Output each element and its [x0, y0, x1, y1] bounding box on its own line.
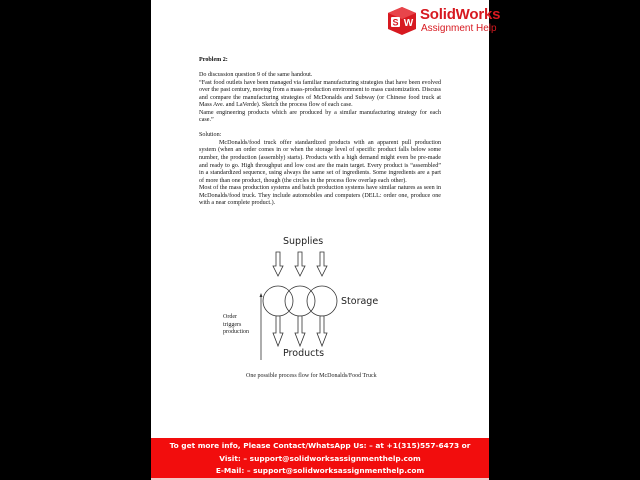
solidworks-cube-icon: [387, 6, 417, 36]
solution-label: Solution:: [199, 132, 222, 139]
question-quote: “Fast food outlets have been managed via familiar manufacturing strategies that have been evolved over the past century, moving from a mass-production environment to mass customization. Discuss and compare the manufacturing strategies of McDonalds and Subway (or Chinese food truck at Mass Ave. and LaVerde). Sketch the process flow of each case.: [199, 79, 441, 109]
storage-label: Storage: [341, 296, 379, 307]
diagram-caption: One possible process flow for McDonalds/Food Truck: [246, 373, 377, 379]
product-arrow-icon: [295, 316, 305, 346]
svg-text:S: S: [392, 17, 399, 28]
document-body: [199, 57, 441, 208]
svg-text:W: W: [403, 18, 414, 29]
question-intro: Do discussion question 9 of the same handout.: [199, 72, 313, 79]
question-quote-continued: Name engineering products which are produced by a similar manufacturing strategy for each case.”: [199, 109, 441, 124]
up-arrow-icon: [260, 293, 263, 297]
contact-line-phone: To get more info, Please Contact/WhatsApp Us: – at +1(315)557-6473 or: [169, 441, 471, 450]
document-page: [151, 0, 501, 480]
brand-title: SolidWorks: [420, 6, 501, 23]
brand-logo: [387, 4, 501, 38]
product-arrow-icon: [273, 316, 283, 346]
contact-line-email[interactable]: E-Mail: – support@solidworksassignmenthelp.com: [215, 466, 425, 475]
contact-banner: [151, 438, 489, 478]
process-flow-graphic: [209, 236, 439, 384]
supply-arrow-icon: [295, 252, 305, 276]
solution-paragraph-2: Most of the mass production systems and batch production systems have similar natures as seen in McDonalds/food truck. They include automobiles and computers (DELL: order one, produce one with a near complete product.).: [199, 185, 441, 207]
product-arrow-icon: [317, 316, 327, 346]
supplies-label: Supplies: [283, 236, 324, 247]
order-triggers-production-label: Order triggers production: [223, 314, 249, 335]
contact-line-website[interactable]: Visit: – support@solidworksassignmenthelp.com: [219, 453, 421, 463]
problem-heading: Problem 2:: [199, 57, 228, 63]
solution-paragraph-1: McDonalds/food truck offer standardized products with an apparent pull production system (when an order comes in or when the storage level of specific product falls below some number, the production (assembly) starts). Products with a high demand might even be pre-made and ready to go. High throughput and low cost are the main target. Every product is “assembled” in a standardized sequence, using always the same set of ingredients. Some ingredients are a part of more than one product, though (the circles in the process flow overlap each other).: [199, 139, 441, 184]
process-flow-diagram: [209, 236, 439, 384]
supply-arrow-icon: [273, 252, 283, 276]
products-label: Products: [283, 348, 325, 359]
supply-arrow-icon: [317, 252, 327, 276]
brand-subtitle: Assignment Help: [421, 23, 497, 34]
